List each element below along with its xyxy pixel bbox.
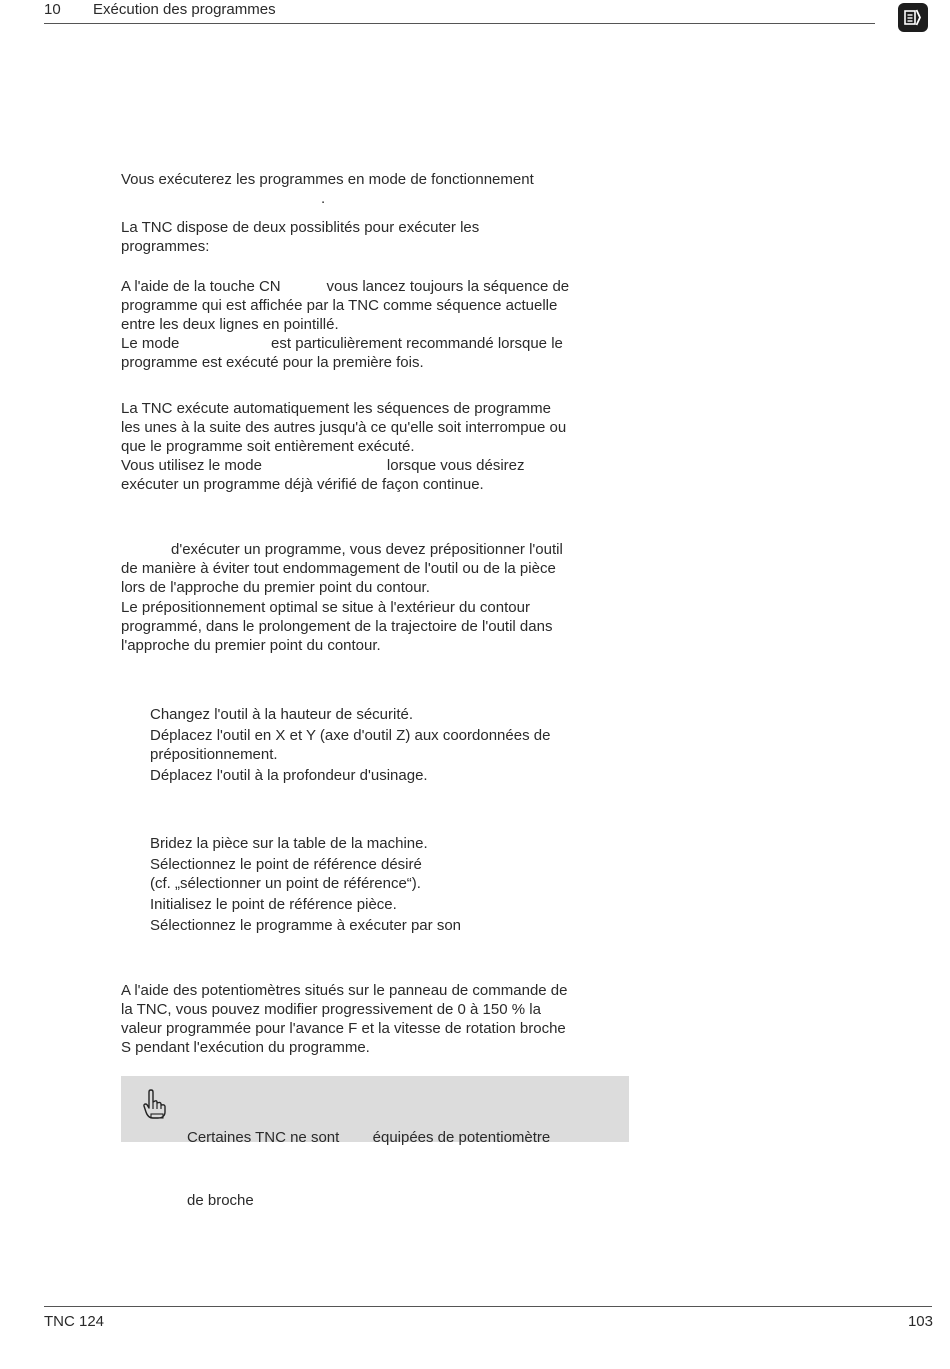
page-number: 103: [907, 1313, 933, 1330]
list-item: [150, 855, 630, 893]
text-line: Vous exécuterez les programmes en mode de fonctionnement: [121, 171, 534, 188]
prepositioning-paragraph: [121, 540, 641, 597]
text-line: de broche: [187, 1192, 254, 1209]
note-box: [121, 1076, 629, 1209]
text-line: (cf. „sélectionner un point de référence“).: [150, 875, 421, 892]
text-line: La TNC exécute automatiquement les séquences de programme: [121, 400, 551, 417]
program-run-icon: [898, 3, 928, 32]
text-line: l'approche du premier point du contour.: [121, 637, 381, 654]
text-line: valeur programmée pour l'avance F et la vitesse de rotation broche: [121, 1020, 566, 1037]
text-line: programmé, dans le prolongement de la trajectoire de l'outil dans: [121, 618, 553, 635]
text-line: Vous utilisez le mode lorsque vous désirez: [121, 457, 525, 474]
automatic-paragraph: [121, 399, 641, 494]
text-line: la TNC, vous pouvez modifier progressivement de 0 à 150 % la: [121, 1001, 541, 1018]
list-item: [150, 895, 630, 914]
optimal-position-paragraph: [121, 598, 641, 655]
list-item: [150, 834, 630, 853]
text-line: A l'aide des potentiomètres situés sur le panneau de commande de: [121, 982, 568, 999]
text-line: Certaines TNC ne sont équipées de potentiomètre: [187, 1129, 551, 1146]
text-line: .: [121, 190, 326, 207]
chapter-number: 10: [44, 1, 61, 18]
list-item: [150, 726, 630, 764]
text-line: exécuter un programme déjà vérifié de façon continue.: [121, 476, 484, 493]
text-line: prépositionnement.: [150, 746, 278, 763]
text-line: Déplacez l'outil à la profondeur d'usinage.: [150, 767, 428, 784]
text-line: Déplacez l'outil en X et Y (axe d'outil Z) aux coordonnées de: [150, 727, 551, 744]
text-line: lors de l'approche du premier point du contour.: [121, 579, 430, 596]
footer-rule: [44, 1306, 932, 1307]
text-line: Sélectionnez le point de référence désiré: [150, 856, 422, 873]
text-line: S pendant l'exécution du programme.: [121, 1039, 370, 1056]
text-line: Sélectionnez le programme à exécuter par son: [150, 917, 462, 934]
intro-paragraph: [121, 170, 641, 208]
text-line: Bridez la pièce sur la table de la machine.: [150, 835, 428, 852]
note-text: [187, 1085, 550, 1253]
single-block-paragraph: [121, 277, 641, 372]
pointing-hand-icon: [141, 1088, 169, 1124]
text-line: Le mode est particulièrement recommandé lorsque le: [121, 335, 563, 352]
text-line: programme qui est affichée par la TNC comme séquence actuelle: [121, 297, 558, 314]
text-line: programme est exécuté pour la première fois.: [121, 354, 424, 371]
text-line: programmes:: [121, 238, 210, 255]
text-line: d'exécuter un programme, vous devez prépositionner l'outil: [121, 541, 563, 558]
list-item: [150, 766, 630, 785]
text-line: A l'aide de la touche CN vous lancez toujours la séquence de: [121, 278, 570, 295]
text-line: les unes à la suite des autres jusqu'à ce qu'elle soit interrompue ou: [121, 419, 567, 436]
potentiometer-paragraph: [121, 981, 641, 1057]
text-line: Initialisez le point de référence pièce.: [150, 896, 397, 913]
text-line: entre les deux lignes en pointillé.: [121, 316, 339, 333]
footer-product-name: TNC 124: [44, 1313, 105, 1330]
text-line: que le programme soit entièrement exécuté.: [121, 438, 415, 455]
list-item: [150, 916, 630, 935]
list-item: [150, 705, 630, 724]
text-line: La TNC dispose de deux possiblités pour exécuter les: [121, 219, 480, 236]
modes-paragraph: [121, 218, 641, 256]
text-line: de manière à éviter tout endommagement de l'outil ou de la pièce: [121, 560, 556, 577]
text-line: Le prépositionnement optimal se situe à l'extérieur du contour: [121, 599, 530, 616]
chapter-title: Exécution des programmes: [93, 1, 276, 18]
header-rule: [44, 23, 875, 24]
text-line: Changez l'outil à la hauteur de sécurité.: [150, 706, 414, 723]
